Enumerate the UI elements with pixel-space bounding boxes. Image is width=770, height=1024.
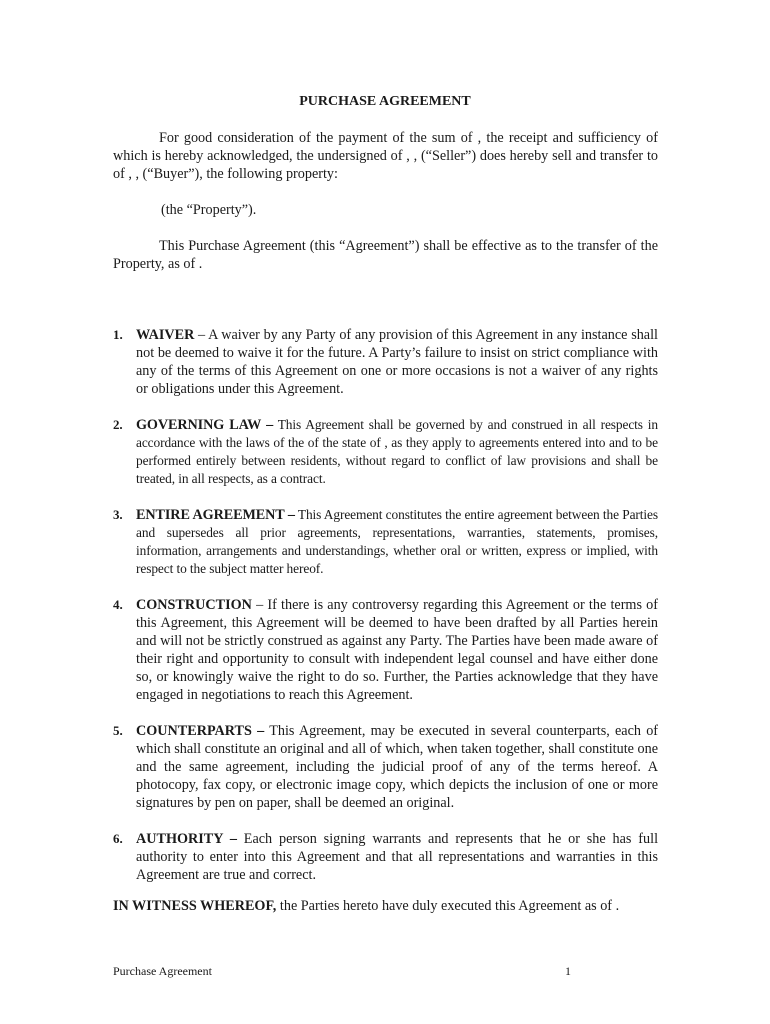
section-separator: – xyxy=(194,327,209,343)
page-title: PURCHASE AGREEMENT xyxy=(299,94,471,109)
section-separator xyxy=(237,831,244,847)
section-number: 3. xyxy=(113,507,123,522)
section-heading: AUTHORITY – xyxy=(136,831,237,847)
section-number: 2. xyxy=(113,417,123,432)
section-construction xyxy=(113,596,658,704)
section-number: 6. xyxy=(113,831,123,846)
section-text: A waiver by any Party of any provision of this Agreement in any instance shall not be deemed to waive it for the future. A Party’s failure to insist on strict compliance with any of the terms of this Agreement on one or more occasions is not a waiver of any rights or obligations under this Agreement. xyxy=(136,327,658,397)
sections-list xyxy=(113,326,658,902)
section-heading: ENTIRE AGREEMENT – xyxy=(136,507,295,523)
section-text: This Agreement shall be governed by and construed in all respects in accordance with the laws of the of the state of , as they apply to agreements entered into and to be performed entirely between residents, without regard to conflict of law provisions and shall be treated, in all respects, as a contract. xyxy=(136,417,659,486)
footer-label: Purchase Agreement xyxy=(113,964,212,978)
section-text: This Agreement, may be executed in several counterparts, each of which shall constitute an original and all of which, when taken together, shall constitute one and the same agreement, including the judicial proof of any of the terms hereof. A photocopy, fax copy, or electronic image copy, which depicts the inclusion of one or more signatures by pen on paper, shall be deemed an original. xyxy=(136,723,659,811)
section-counterparts xyxy=(113,722,658,812)
section-governing-law xyxy=(113,416,658,488)
section-heading: WAIVER xyxy=(136,327,195,343)
intro-paragraph: For good consideration of the payment of the sum of , the receipt and sufficiency of which is hereby acknowledged, the undersigned of , , (“Seller”) does hereby sell and transfer to of , , (“Buyer”), the following property: xyxy=(113,130,658,182)
witness-heading: IN WITNESS WHEREOF, xyxy=(113,898,277,914)
section-waiver xyxy=(113,326,658,398)
section-authority xyxy=(113,830,658,884)
section-heading: CONSTRUCTION xyxy=(136,597,252,613)
section-number: 1. xyxy=(113,327,123,342)
section-text: Each person signing warrants and represents that he or she has full authority to enter into this Agreement and that all representations and warranties in this Agreement are true and correct. xyxy=(136,831,659,883)
effective-paragraph: This Purchase Agreement (this “Agreement”) shall be effective as to the transfer of the Property, as of . xyxy=(113,238,658,272)
section-text: This Agreement constitutes the entire agreement between the Parties and supersedes all prior agreements, representations, warranties, statements, promises, information, arrangements and understandings, whether oral or written, express or implied, with respect to the subject matter hereof. xyxy=(136,507,658,576)
section-number: 5. xyxy=(113,723,123,738)
witness-clause xyxy=(113,897,658,915)
section-number: 4. xyxy=(113,597,123,612)
footer-page-number: 1 xyxy=(565,964,571,978)
section-heading: COUNTERPARTS – xyxy=(136,723,265,739)
section-separator: – xyxy=(251,597,268,613)
property-line: (the “Property”). xyxy=(161,202,257,218)
section-text: If there is any controversy regarding this Agreement or the terms of this Agreement, this Agreement will be deemed to have been drafted by all Parties herein and will not be strictly construed as against any Party. The Parties have been made aware of their right and opportunity to consult with independent legal counsel and have either done so, or knowingly waive the right to do so. Further, the Parties acknowledge that they have engaged in negotiations to reach this Agreement. xyxy=(136,597,658,703)
section-heading: GOVERNING LAW – xyxy=(136,417,274,433)
section-entire-agreement xyxy=(113,506,658,578)
witness-text: the Parties hereto have duly executed this Agreement as of . xyxy=(276,898,620,914)
